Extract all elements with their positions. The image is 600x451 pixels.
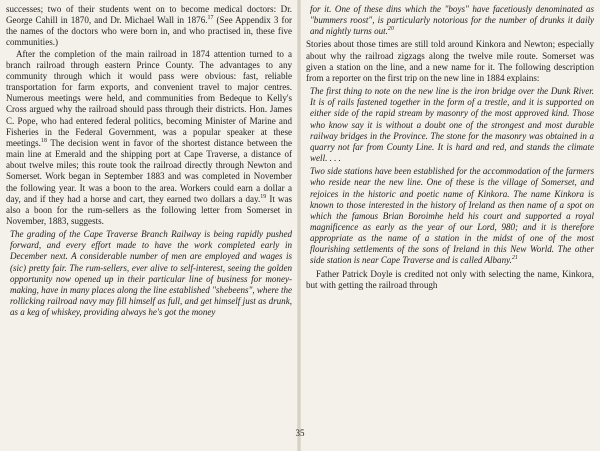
block-quote xyxy=(306,166,594,266)
text: The decision went in favor of the shortest distance between the main line at Emerald and the shipping port at Cape Traverse, a distance of about twelve miles; this route took the railroad directly through Newton and Somerset. Work began in September 1883 and was completed in November the following year. It was a boon to the area. Workers could earn a dollar a day, and if they had a horse and cart, they earned two dollars a day. xyxy=(6,137,292,204)
paragraph: Stories about those times are still told around Kinkora and Newton; especially about why the railroad zigzags along the twelve mile route. Somerset was given a station on the line, and a new name for it. The following description from a reporter on the first trip on the new line in 1884 explains: xyxy=(306,39,594,83)
footnote-ref: 18 xyxy=(40,137,47,144)
footnote-ref: 20 xyxy=(387,26,394,33)
page-number: 35 xyxy=(295,428,305,438)
text: successes; two of their students went on to become medical doctors: Dr. George Cahill in 1870, and Dr. Michael Wall in 1876. xyxy=(6,4,292,26)
text: for it. One of these dins which the "boys" have facetiously denominated as "bummers roost", is particularly notorious for the number of drunks it daily and nightly turns out. xyxy=(310,4,594,37)
block-quote: The first thing to note on the new line is the iron bridge over the Dunk River. It is of rails fastened together in the form of a trestle, and it is supported on either side of the rapid stream by masonry of the most approved kind. Those who know say it is without a doubt one of the strongest and most durable railway bridges in the Province. The stone for the masonry was obtained in a quarry not far from County Line. It is hard and red, and stands the climate well. . . . xyxy=(310,86,594,164)
text: Two side stations have been established for the accommodation of the farmers who reside near the new line. One of these is the village of Somerset, and rejoices in the historic and poetic name of Kinkora. The name Kinkora is known to those interested in the history of Ireland as then name of a spot on which the famous Brian Boroimhe held his court and supported a royal magnificence as early as the year of our Lord, 980; and it is therefore appropriate as the name of a station in the midst of one of the most flourishing settlements of the sons of Ireland in this New World. The other side station is near Cape Traverse and is called Albany. xyxy=(310,166,594,266)
text: After the completion of the main railroad in 1874 attention turned to a branch railroad through eastern Prince County. The advantages to any community through which it would pass were obvious: fast, reliable transportation for farm exports, and convenient travel to major centres. Numerous meetings were held, and communities from Bedeque to Kelly's Cross argued why the railroad should pass through their districts. Hon. James C. Pope, who had entered federal politics, becoming Minister of Marine and Fisheries in the Federal Government, was a popular speaker at these meetings. xyxy=(6,48,292,148)
paragraph: Father Patrick Doyle is credited not only with selecting the name, Kinkora, but with getting the railroad through xyxy=(306,268,594,290)
text: It was also a boon for the rum-sellers as the following letter from Somerset in November, 1883, suggests. xyxy=(6,193,292,226)
book-gutter xyxy=(297,0,301,451)
left-page xyxy=(6,4,292,318)
block-quote xyxy=(306,4,594,37)
block-quote: The grading of the Cape Traverse Branch Railway is being rapidly pushed forward, and every effort made to have the work completed early in December next. A considerable number of men are employed and wages is (sic) pretty fair. The rum-sellers, ever alive to self-interest, seeing the golden opportunity now opened up in their particular line of business for money-making, have in many places along the line established "shebeens", where the rollicking railroad navy may fill himself as full, and get himself just as drunk, as a keg of whiskey, providing always he's got the money xyxy=(10,229,292,318)
footnote-ref: 21 xyxy=(511,255,518,262)
paragraph xyxy=(6,49,292,228)
text: (See Appendix 3 for the names of the doctors who were born in, and who practised in, these five communities.) xyxy=(6,15,292,48)
right-page xyxy=(306,4,594,291)
footnote-ref: 19 xyxy=(260,193,267,200)
footnote-ref: 17 xyxy=(207,15,214,22)
paragraph xyxy=(6,4,292,49)
